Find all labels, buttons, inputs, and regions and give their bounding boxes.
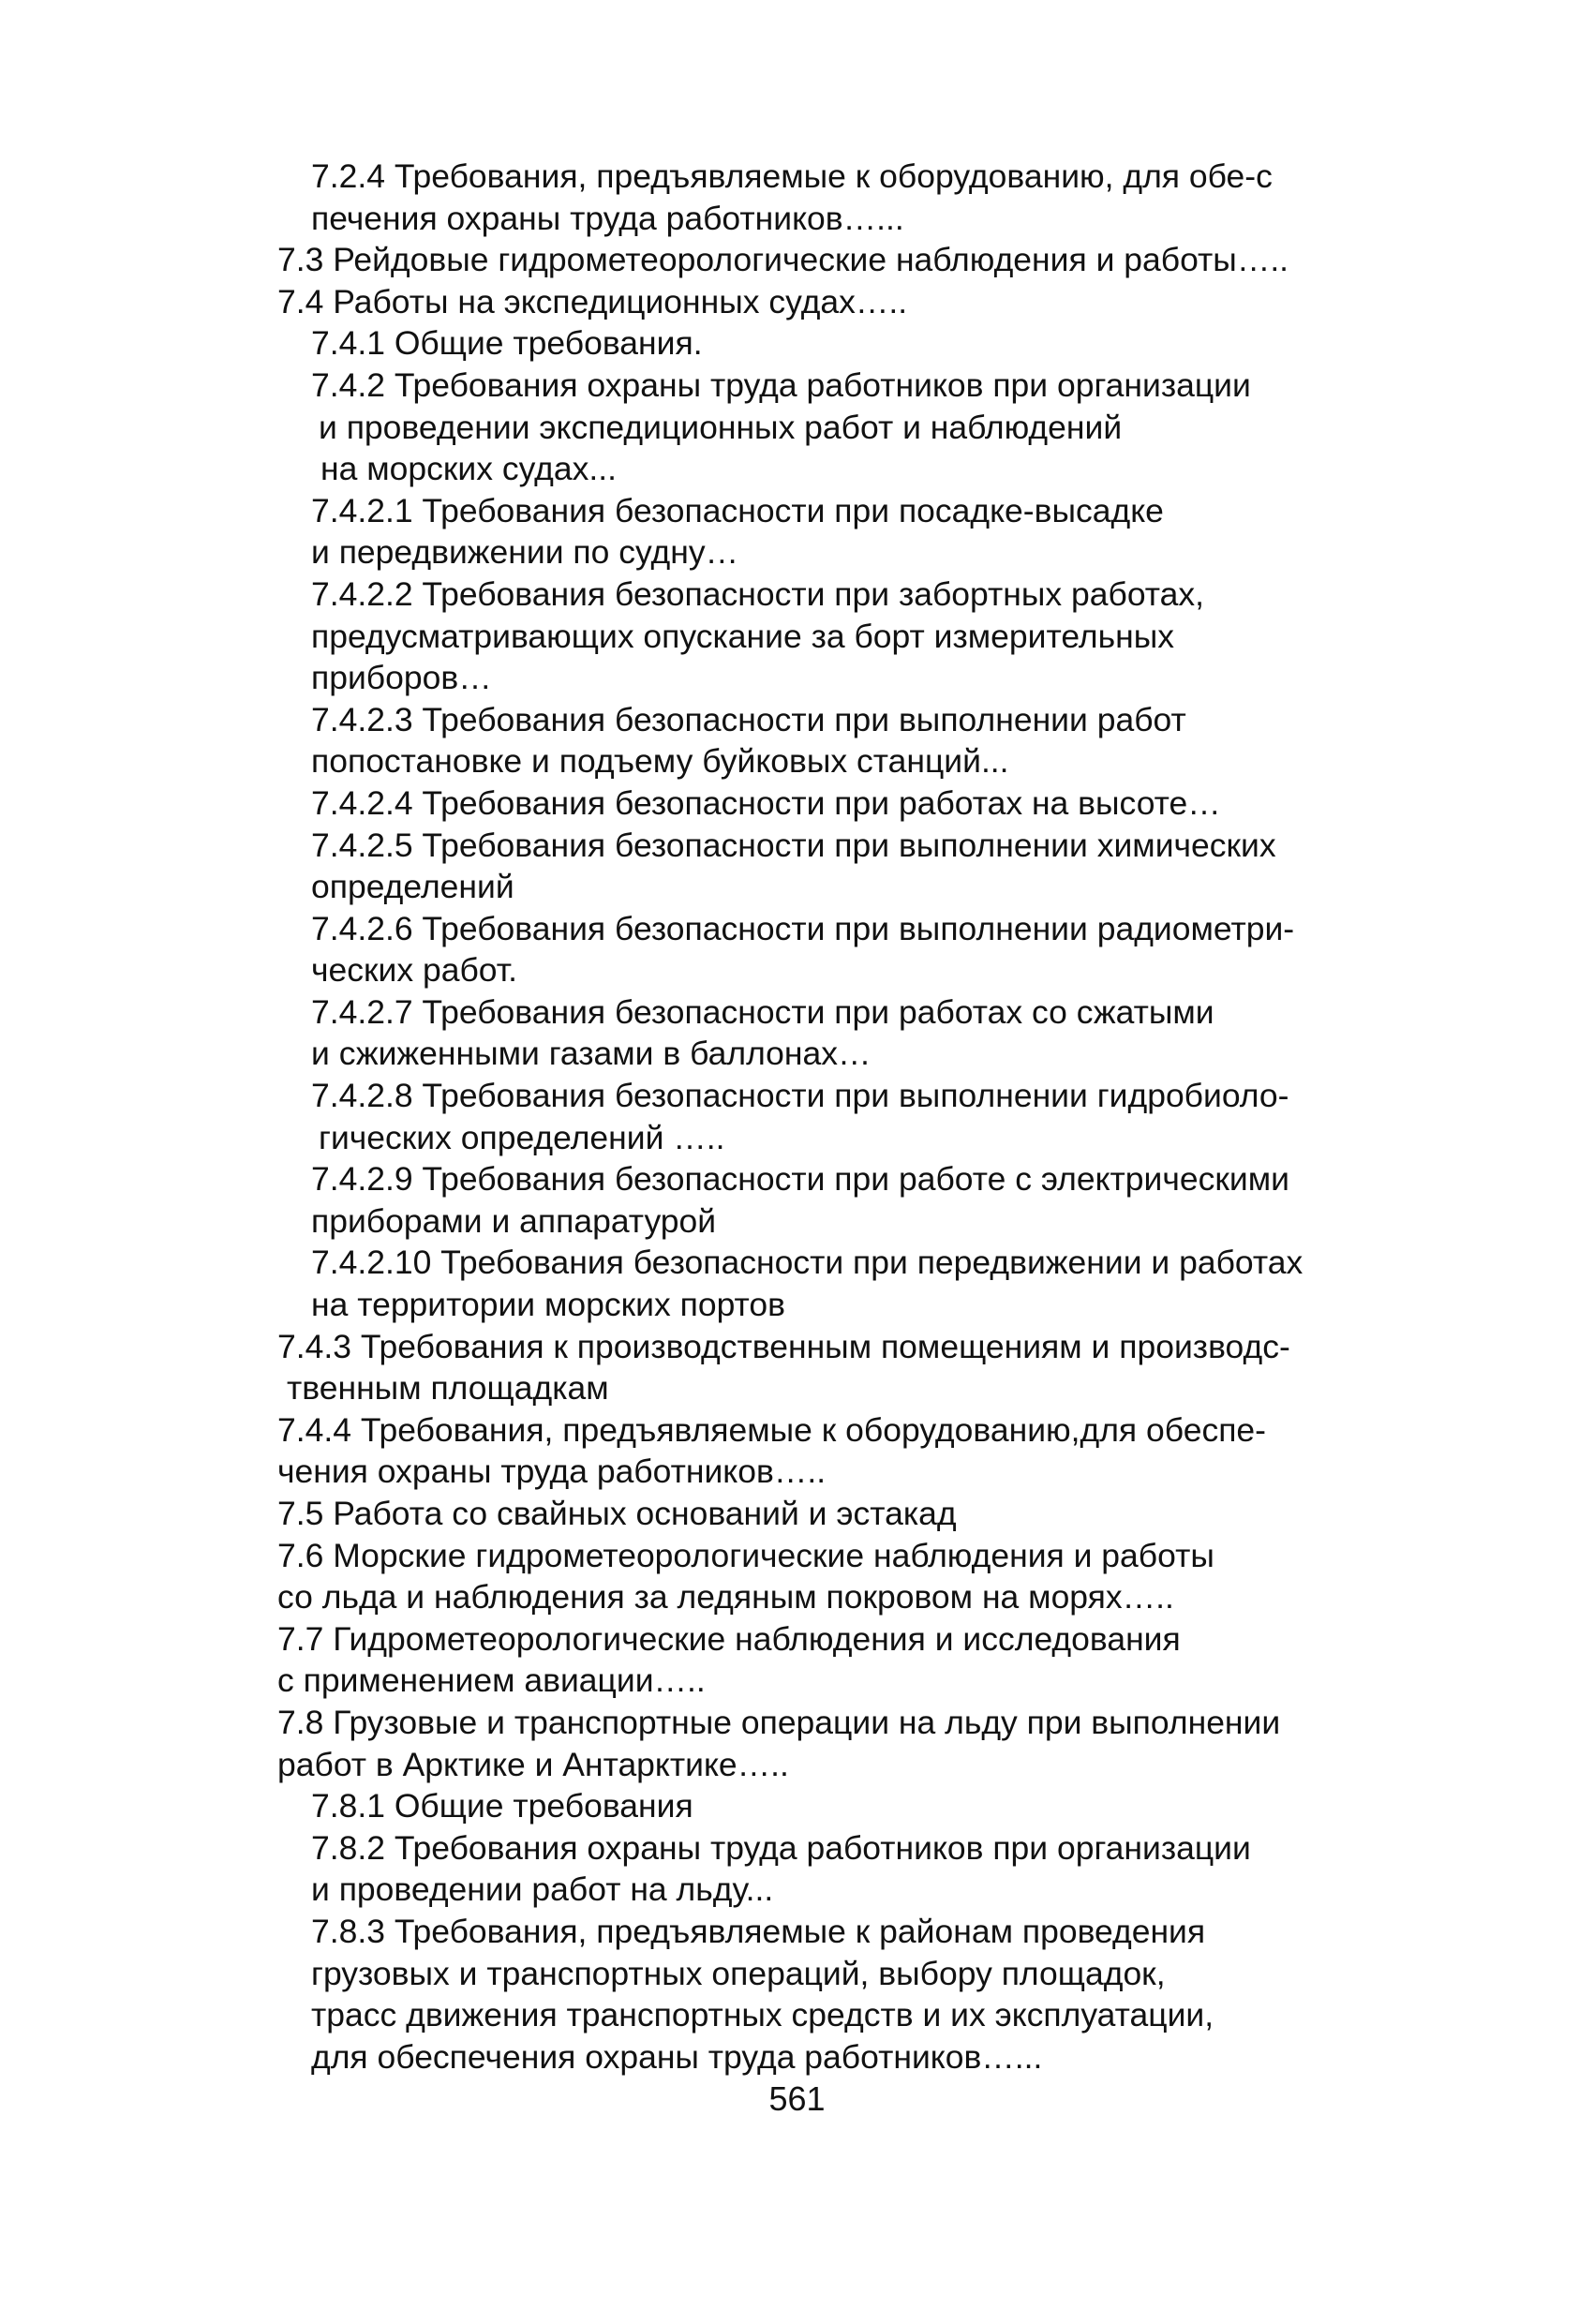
toc-line: 7.8.2 Требования охраны труда работников при организации [311, 1828, 1251, 1867]
toc-line: 7.4.4 Требования, предъявляемые к оборудованию,для обеспе- [277, 1410, 1266, 1449]
toc-line: 7.4.2.3 Требования безопасности при выполнении работ [311, 700, 1186, 738]
toc-line: 7.8.1 Общие требования [311, 1787, 693, 1825]
toc-line: и проведении экспедиционных работ и наблюдений [319, 408, 1123, 446]
toc-line: 7.4.2.6 Требования безопасности при выполнении радиометри- [311, 909, 1295, 947]
table-of-contents [277, 156, 1402, 2078]
toc-line: 7.8 Грузовые и транспортные операции на льду при выполнении [277, 1703, 1281, 1741]
toc-line: 7.4.2.8 Требования безопасности при выполнении гидробиоло- [311, 1077, 1289, 1115]
page-number: 561 [768, 2079, 826, 2118]
toc-line: 7.8.3 Требования, предъявляемые к районам проведения [311, 1912, 1206, 1950]
toc-line: грузовых и транспортных операций, выбору площадок, [311, 1954, 1166, 1992]
toc-line: и сжиженными газами в баллонах… [311, 1035, 871, 1073]
toc-line: на морских судах... [320, 450, 617, 488]
toc-line: попостановке и подъему буйковых станций... [311, 742, 1009, 781]
toc-line: 7.3 Рейдовые гидрометеорологические наблюдения и работы….. [277, 241, 1289, 279]
toc-line: твенным площадкам [287, 1369, 609, 1408]
toc-line: работ в Арктике и Антарктике….. [277, 1745, 789, 1783]
toc-line: приборами и аппаратурой [311, 1201, 717, 1240]
toc-line: со льда и наблюдения за ледяным покровом на морях….. [277, 1578, 1174, 1616]
toc-line: 7.6 Морские гидрометеорологические наблюдения и работы [277, 1536, 1214, 1574]
toc-line: определений [311, 868, 514, 906]
toc-line: 7.4.3 Требования к производственным помещениям и производс- [277, 1327, 1290, 1365]
toc-line: предусматривающих опускание за борт измерительных [311, 617, 1174, 655]
toc-line: 7.4.2.2 Требования безопасности при забортных работах, [311, 574, 1205, 613]
toc-line: 7.4.2.1 Требования безопасности при посадке-высадке [311, 491, 1164, 529]
toc-line: 7.4.2.7 Требования безопасности при работах со сжатыми [311, 992, 1214, 1031]
toc-line: 7.7 Гидрометеорологические наблюдения и исследования [277, 1619, 1181, 1658]
toc-line: 7.4.2 Требования охраны труда работников при организации [311, 365, 1251, 404]
toc-line: 7.4.2.9 Требования безопасности при работе с электрическими [311, 1160, 1289, 1199]
toc-line: приборов… [311, 659, 492, 697]
toc-line: и передвижении по судну… [311, 533, 739, 572]
toc-line: 7.2.4 Требования, предъявляемые к оборудованию, для обе-с [311, 157, 1273, 195]
toc-line: ческих работ. [311, 951, 517, 990]
toc-line: гических определений ….. [319, 1118, 725, 1156]
toc-line: на территории морских портов [311, 1286, 786, 1324]
toc-line: 7.4.2.10 Требования безопасности при передвижении и работах [311, 1244, 1304, 1282]
toc-line: 7.4.2.4 Требования безопасности при работах на высоте… [311, 783, 1221, 822]
toc-line: 7.4 Работы на экспедиционных судах….. [277, 282, 908, 320]
toc-line: для обеспечения охраны труда работников…... [311, 2037, 1043, 2076]
toc-line: 7.4.2.5 Требования безопасности при выполнении химических [311, 826, 1276, 864]
toc-line: печения охраны труда работников…... [311, 199, 904, 237]
toc-line: с применением авиации….. [277, 1661, 706, 1700]
toc-line: 7.5 Работа со свайных оснований и эстакад [277, 1495, 957, 1532]
toc-line: чения охраны труда работников….. [277, 1452, 827, 1491]
toc-line: трасс движения транспортных средств и их эксплуатации, [311, 1996, 1214, 2034]
toc-line: и проведении работ на льду... [311, 1870, 774, 1909]
toc-line: 7.4.1 Общие требования. [311, 324, 703, 363]
